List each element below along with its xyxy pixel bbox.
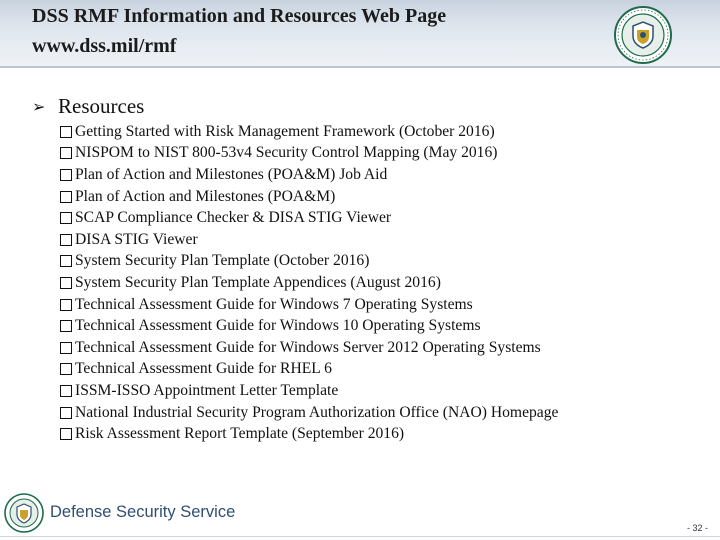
- page-number: - 32 -: [686, 523, 708, 533]
- resource-link[interactable]: Plan of Action and Milestones (POA&M) Job Aid: [75, 165, 388, 183]
- list-item[interactable]: [60, 272, 558, 294]
- resource-link[interactable]: Technical Assessment Guide for Windows 7 Operating Systems: [75, 295, 473, 313]
- checkbox-bullet-icon: [60, 126, 72, 138]
- list-item[interactable]: [60, 337, 558, 359]
- list-item[interactable]: [60, 402, 558, 424]
- resource-link[interactable]: ISSM-ISSO Appointment Letter Template: [75, 381, 339, 399]
- list-item[interactable]: [60, 380, 558, 402]
- list-item[interactable]: [60, 207, 558, 229]
- resource-link[interactable]: Technical Assessment Guide for RHEL 6: [75, 360, 332, 378]
- checkbox-bullet-icon: [60, 147, 72, 159]
- checkbox-bullet-icon: [60, 428, 72, 440]
- dss-footer-seal-icon: [4, 493, 44, 533]
- list-item[interactable]: [60, 423, 558, 445]
- resource-link[interactable]: Plan of Action and Milestones (POA&M): [75, 187, 336, 205]
- arrow-bullet-icon: ➢: [32, 97, 46, 116]
- footer-divider: [0, 536, 720, 537]
- resource-link[interactable]: System Security Plan Template Appendices (August 2016): [75, 273, 441, 291]
- checkbox-bullet-icon: [60, 363, 72, 375]
- checkbox-bullet-icon: [60, 191, 72, 203]
- list-item[interactable]: [60, 164, 558, 186]
- checkbox-bullet-icon: [60, 320, 72, 332]
- list-item[interactable]: [60, 229, 558, 251]
- checkbox-bullet-icon: [60, 212, 72, 224]
- resource-link[interactable]: NISPOM to NIST 800-53v4 Security Control Mapping (May 2016): [75, 144, 498, 162]
- checkbox-bullet-icon: [60, 407, 72, 419]
- resource-link[interactable]: System Security Plan Template (October 2016): [75, 252, 370, 270]
- resource-link[interactable]: Technical Assessment Guide for Windows 10 Operating Systems: [75, 317, 481, 335]
- resource-link[interactable]: DISA STIG Viewer: [75, 230, 198, 248]
- section-label: Resources: [58, 94, 145, 118]
- checkbox-bullet-icon: [60, 299, 72, 311]
- list-item[interactable]: [60, 315, 558, 337]
- checkbox-bullet-icon: [60, 255, 72, 267]
- list-item[interactable]: [60, 359, 558, 381]
- list-item[interactable]: [60, 143, 558, 165]
- list-item[interactable]: [60, 121, 558, 143]
- checkbox-bullet-icon: [60, 385, 72, 397]
- resources-list: [60, 121, 558, 445]
- resource-link[interactable]: SCAP Compliance Checker & DISA STIG Viewer: [75, 209, 392, 227]
- resource-link[interactable]: Technical Assessment Guide for Windows Server 2012 Operating Systems: [75, 338, 541, 356]
- resources-section-heading: [32, 94, 144, 119]
- footer-brand: Defense Security Service: [50, 503, 236, 521]
- checkbox-bullet-icon: [60, 234, 72, 246]
- resource-link[interactable]: National Industrial Security Program Authorization Office (NAO) Homepage: [75, 403, 559, 421]
- checkbox-bullet-icon: [60, 277, 72, 289]
- dss-seal-icon: [614, 6, 672, 64]
- header-band: [0, 0, 720, 66]
- checkbox-bullet-icon: [60, 169, 72, 181]
- header-divider: [0, 66, 720, 68]
- checkbox-bullet-icon: [60, 342, 72, 354]
- list-item[interactable]: [60, 294, 558, 316]
- list-item[interactable]: [60, 186, 558, 208]
- resource-link[interactable]: Getting Started with Risk Management Framework (October 2016): [75, 122, 495, 140]
- page-title: DSS RMF Information and Resources Web Page: [32, 5, 447, 27]
- resource-link[interactable]: Risk Assessment Report Template (September 2016): [75, 425, 405, 443]
- list-item[interactable]: [60, 251, 558, 273]
- page-subtitle-url: www.dss.mil/rmf: [32, 35, 177, 57]
